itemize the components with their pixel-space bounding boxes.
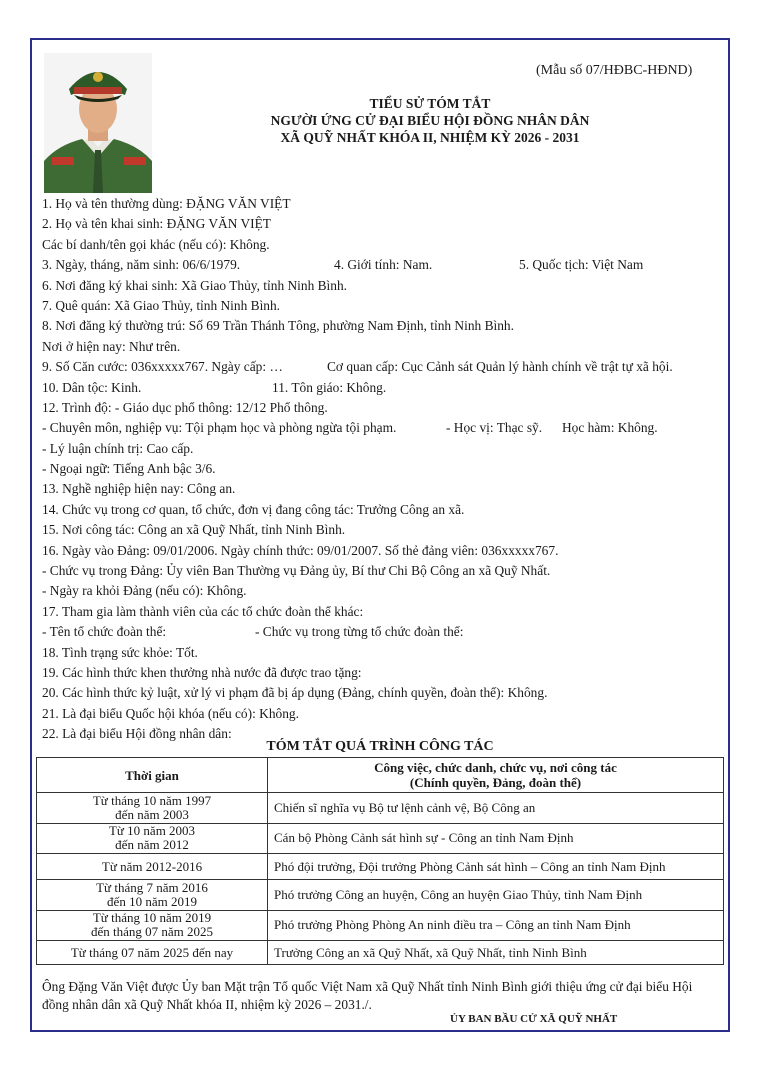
- bio-line-row: [42, 622, 727, 642]
- time-cell: [37, 793, 268, 824]
- bio-line: 13. Nghề nghiệp hiện nay: Công an.: [42, 481, 236, 497]
- time-cell: Từ năm 2012-2016: [37, 854, 268, 880]
- time-line: Từ tháng 7 năm 2016: [96, 879, 208, 895]
- time-line: đến tháng 07 năm 2025: [90, 924, 214, 940]
- organization-position: - Chức vụ trong từng tổ chức đoàn thể:: [255, 624, 464, 640]
- bio-line: 7. Quê quán: Xã Giao Thủy, tỉnh Ninh Bình.: [42, 297, 281, 313]
- bio-line: 19. Các hình thức khen thưởng nhà nước đã được trao tặng:: [42, 664, 362, 680]
- candidate-photo: [44, 53, 152, 193]
- table-row: [37, 823, 724, 854]
- birth-date: 3. Ngày, tháng, năm sinh: 06/6/1979.: [42, 257, 241, 273]
- nationality: 5. Quốc tịch: Việt Nam: [519, 257, 644, 273]
- bio-line-row: [42, 418, 727, 438]
- table-row: [37, 854, 724, 880]
- bio-line: 21. Là đại biểu Quốc hội khóa (nếu có): Không.: [42, 705, 299, 721]
- academic-title: Học hàm: Không.: [562, 420, 658, 436]
- column-header-time: Thời gian: [37, 758, 268, 793]
- introduction-note: Ông Đặng Văn Việt được Ủy ban Mặt trận Tổ quốc Việt Nam xã Quỹ Nhất tỉnh Ninh Bình giới thiệu ứng cử đại biểu Hội đồng nhân dân xã Quỹ Nhất khóa II, nhiệm kỳ 2026 – 2031./.: [42, 979, 693, 1012]
- bio-line-row: [42, 357, 727, 377]
- column-header-job-line2: (Chính quyền, Đảng, đoàn thể): [409, 775, 582, 790]
- bio-line: 18. Tình trạng sức khỏe: Tốt.: [42, 644, 198, 660]
- job-cell: Phó đội trưởng, Đội trưởng Phòng Cảnh sát hình – Công an tỉnh Nam Định: [268, 854, 724, 880]
- bio-line: Nơi ở hiện nay: Như trên.: [42, 338, 181, 354]
- bio-line: 6. Nơi đăng ký khai sinh: Xã Giao Thủy, tỉnh Ninh Bình.: [42, 277, 348, 293]
- organization-name: - Tên tổ chức đoàn thể:: [42, 624, 167, 640]
- job-cell: Phó trưởng Công an huyện, Công an huyện Giao Thủy, tỉnh Nam Định: [268, 880, 724, 911]
- bio-line: - Ngoại ngữ: Tiếng Anh bậc 3/6.: [42, 461, 216, 477]
- bio-line: 16. Ngày vào Đảng: 09/01/2006. Ngày chính thức: 09/01/2007. Số thẻ đảng viên: 036xxxxx767.: [42, 542, 559, 558]
- bio-line: - Chức vụ trong Đảng: Ủy viên Ban Thường vụ Đảng ủy, Bí thư Chi Bộ Công an xã Quỹ Nhất.: [42, 563, 551, 579]
- time-cell: [37, 823, 268, 854]
- bio-section: [42, 194, 727, 745]
- column-header-job: [268, 758, 724, 793]
- signature-authority: ỦY BAN BẦU CỬ XÃ QUỸ NHẤT: [450, 1013, 618, 1025]
- bio-line-row: [42, 255, 727, 275]
- specialization: - Chuyên môn, nghiệp vụ: Tội phạm học và phòng ngừa tội phạm.: [42, 420, 397, 436]
- time-line: Từ tháng 10 năm 1997: [92, 792, 212, 808]
- ethnicity: 10. Dân tộc: Kinh.: [42, 379, 142, 395]
- time-line: Từ 10 năm 2003: [108, 823, 196, 839]
- table-row: [37, 941, 724, 965]
- job-cell: Cán bộ Phòng Cảnh sát hình sự - Công an tỉnh Nam Định: [268, 823, 724, 854]
- time-cell: [37, 880, 268, 911]
- title-line-1: TIỂU SỬ TÓM TẮT: [369, 96, 491, 111]
- bio-line: - Lý luận chính trị: Cao cấp.: [42, 440, 194, 456]
- job-cell: Chiến sĩ nghĩa vụ Bộ tư lệnh cảnh vệ, Bộ Công an: [268, 793, 724, 824]
- table-row: [37, 910, 724, 941]
- table-header: [37, 758, 724, 793]
- religion: 11. Tôn giáo: Không.: [272, 379, 387, 395]
- column-header-job-line1: Công việc, chức danh, chức vụ, nơi công tác: [374, 760, 617, 775]
- career-title: TÓM TẮT QUÁ TRÌNH CÔNG TÁC: [266, 739, 494, 754]
- time-line: đến 10 năm 2019: [107, 893, 197, 909]
- career-table: [36, 757, 724, 965]
- title-line-3: XÃ QUỸ NHẤT KHÓA II, NHIỆM KỲ 2026 - 2031: [280, 130, 580, 145]
- time-cell: Từ tháng 07 năm 2025 đến nay: [37, 941, 268, 965]
- form-code: (Mẫu số 07/HĐBC-HĐND): [536, 63, 693, 78]
- table-row: [37, 793, 724, 824]
- time-line: Từ tháng 10 năm 2019: [92, 910, 212, 926]
- issuing-authority: Cơ quan cấp: Cục Cảnh sát Quản lý hành chính về trật tự xã hội.: [327, 359, 673, 375]
- bio-line: 22. Là đại biểu Hội đồng nhân dân:: [42, 726, 232, 742]
- bio-line: 15. Nơi công tác: Công an xã Quỹ Nhất, tỉnh Ninh Bình.: [42, 522, 346, 538]
- title-line-2: NGƯỜI ỨNG CỬ ĐẠI BIỂU HỘI ĐỒNG NHÂN DÂN: [270, 113, 590, 128]
- degree: - Học vị: Thạc sỹ.: [446, 420, 543, 436]
- table-row: [37, 880, 724, 911]
- bio-line: 2. Họ và tên khai sinh: ĐẶNG VĂN VIỆT: [42, 216, 271, 232]
- time-line: đến năm 2012: [115, 837, 189, 853]
- bio-line: 17. Tham gia làm thành viên của các tổ chức đoàn thể khác:: [42, 603, 364, 619]
- bio-line: 12. Trình độ: - Giáo dục phổ thông: 12/12 Phổ thông.: [42, 399, 328, 415]
- bio-line: 1. Họ và tên thường dùng: ĐẶNG VĂN VIỆT: [42, 196, 291, 211]
- time-cell: [37, 910, 268, 941]
- job-cell: Trưởng Công an xã Quỹ Nhất, xã Quỹ Nhất, tỉnh Ninh Bình: [268, 941, 724, 965]
- bio-line-row: [42, 378, 727, 398]
- job-cell: Phó trưởng Phòng Phòng An ninh điều tra – Công an tỉnh Nam Định: [268, 910, 724, 941]
- id-card: 9. Số Căn cước: 036xxxxx767. Ngày cấp: …: [42, 359, 283, 375]
- gender: 4. Giới tính: Nam.: [334, 257, 433, 273]
- time-line: đến năm 2003: [115, 806, 189, 822]
- bio-line: - Ngày ra khỏi Đảng (nếu có): Không.: [42, 583, 247, 599]
- bio-line: Các bí danh/tên gọi khác (nếu có): Không.: [42, 236, 270, 252]
- bio-line: 8. Nơi đăng ký thường trú: Số 69 Trần Thánh Tông, phường Nam Định, tỉnh Ninh Bình.: [42, 318, 514, 334]
- bio-line: 14. Chức vụ trong cơ quan, tổ chức, đơn vị đang công tác: Trưởng Công an xã.: [42, 501, 465, 517]
- bio-line: 20. Các hình thức kỷ luật, xử lý vi phạm đã bị áp dụng (Đảng, chính quyền, đoàn thể): Không.: [42, 685, 548, 701]
